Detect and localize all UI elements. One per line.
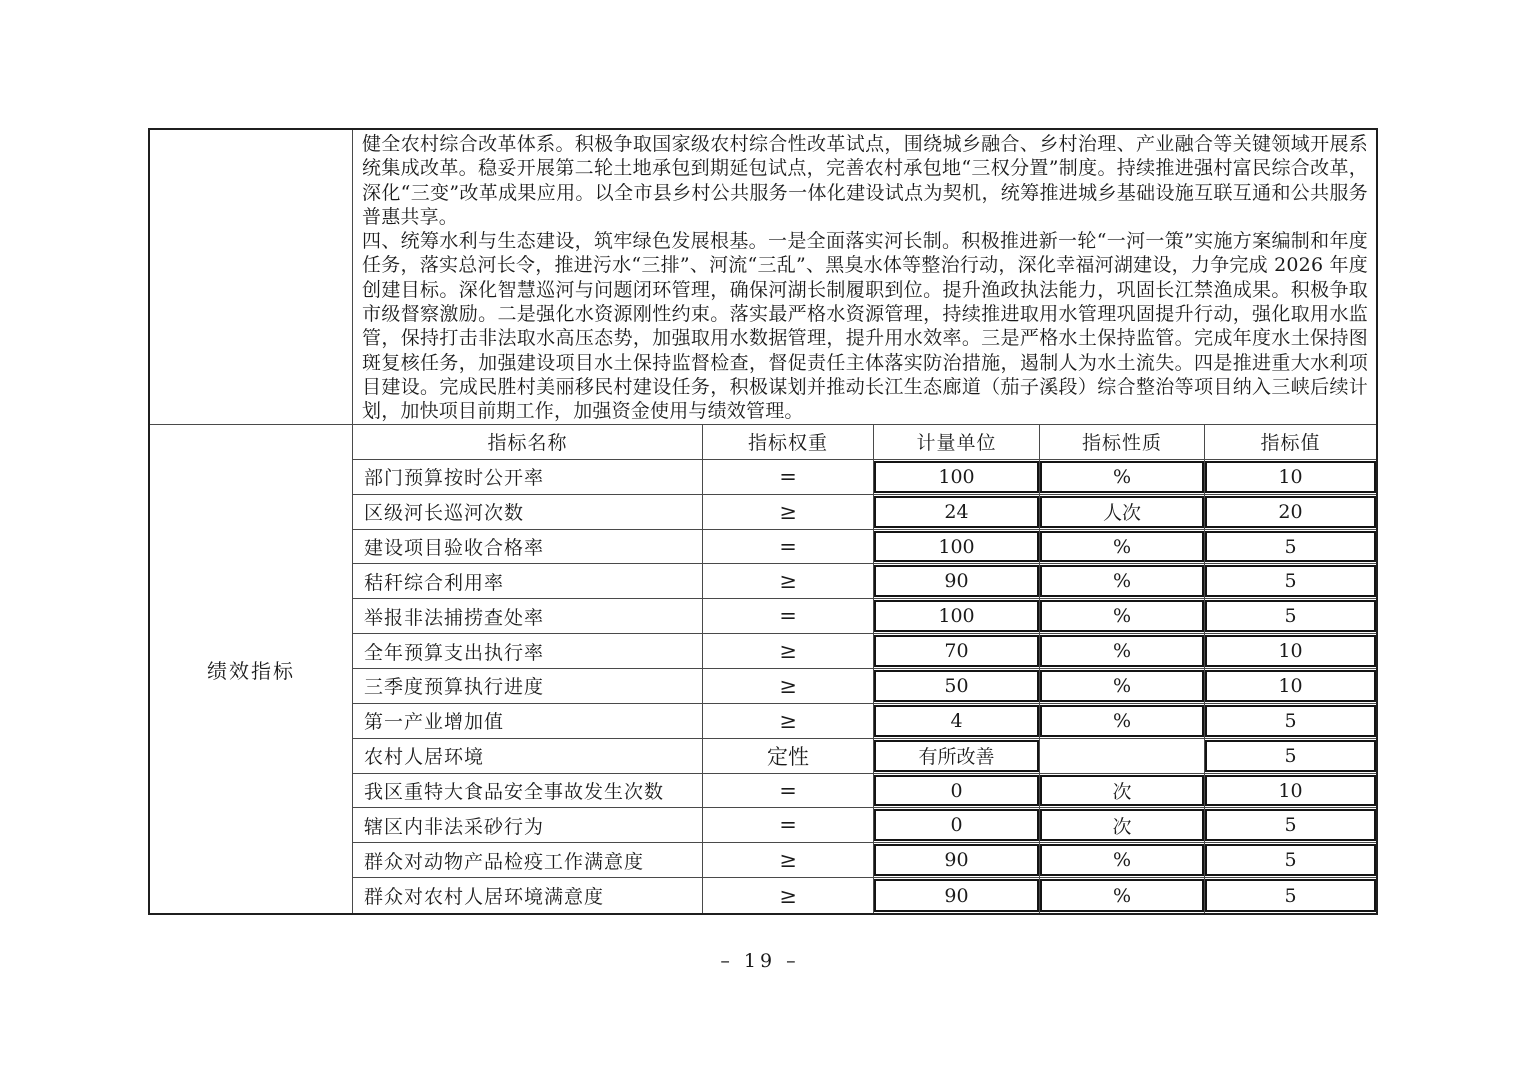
column-header-nature: 指标性质 bbox=[1040, 425, 1205, 460]
indicator-name-cell: 辖区内非法采砂行为 bbox=[353, 808, 703, 843]
indicator-weight-cell: ≥ bbox=[703, 878, 874, 913]
indicator-row bbox=[353, 599, 1376, 634]
indicator-weight-cell: 定性 bbox=[703, 739, 874, 774]
indicator-row bbox=[353, 774, 1376, 809]
indicator-name-cell: 农村人居环境 bbox=[353, 739, 703, 774]
indicator-row bbox=[353, 530, 1376, 565]
indicator-row bbox=[353, 739, 1376, 774]
indicator-unit-cell bbox=[874, 808, 1040, 843]
indicator-name-cell: 秸秆综合利用率 bbox=[353, 564, 703, 599]
indicator-value-value: 5 bbox=[1205, 705, 1376, 737]
indicator-unit-value: 90 bbox=[874, 879, 1039, 912]
indicator-value-value: 20 bbox=[1205, 496, 1376, 528]
indicator-row bbox=[353, 460, 1376, 495]
paragraph-rural-reform: 健全农村综合改革体系。积极争取国家级农村综合性改革试点，围绕城乡融合、乡村治理、产业融合等关键领域开展系统集成改革。稳妥开展第二轮土地承包到期延包试点，完善农村承包地“三权分置”制度。持续推进强村富民综合改革，深化“三变”改革成果应用。以全市县乡村公共服务一体化建设试点为契机，统筹推进城乡基础设施互联互通和公共服务普惠共享。 bbox=[362, 133, 1368, 228]
indicator-nature-value: % bbox=[1040, 844, 1204, 876]
indicator-nature-value: % bbox=[1040, 879, 1204, 912]
indicator-value-cell bbox=[1205, 843, 1376, 878]
indicator-value-value: 5 bbox=[1205, 565, 1376, 597]
indicator-value-cell bbox=[1205, 564, 1376, 599]
indicator-value-cell bbox=[1205, 704, 1376, 739]
indicator-value-value: 5 bbox=[1205, 600, 1376, 632]
indicator-weight-cell: ≥ bbox=[703, 564, 874, 599]
indicator-unit-cell bbox=[874, 564, 1040, 599]
indicator-name-cell: 建设项目验收合格率 bbox=[353, 530, 703, 565]
indicator-nature-cell bbox=[1040, 530, 1205, 565]
indicator-value-cell bbox=[1205, 669, 1376, 704]
indicator-value-value: 10 bbox=[1205, 670, 1376, 702]
indicator-nature-cell bbox=[1040, 808, 1205, 843]
indicator-unit-value: 90 bbox=[874, 844, 1039, 876]
indicator-weight-cell: = bbox=[703, 460, 874, 495]
indicator-nature-cell bbox=[1040, 495, 1205, 530]
work-description-row bbox=[150, 130, 1376, 425]
indicator-unit-cell bbox=[874, 460, 1040, 495]
indicator-unit-cell bbox=[874, 495, 1040, 530]
indicator-unit-value: 100 bbox=[874, 600, 1039, 632]
indicator-row bbox=[353, 634, 1376, 669]
indicator-nature-value: 次 bbox=[1040, 775, 1204, 807]
indicator-nature-value: % bbox=[1040, 670, 1204, 702]
left-column-empty-cell bbox=[150, 130, 353, 424]
indicator-weight-cell: = bbox=[703, 599, 874, 634]
indicator-nature-value: 人次 bbox=[1040, 496, 1204, 528]
indicator-name-cell: 我区重特大食品安全事故发生次数 bbox=[353, 774, 703, 809]
indicator-nature-cell bbox=[1040, 843, 1205, 878]
indicator-header-row bbox=[353, 425, 1376, 460]
indicator-unit-value: 100 bbox=[874, 531, 1039, 563]
indicator-nature-value: % bbox=[1040, 565, 1204, 597]
column-header-name: 指标名称 bbox=[353, 425, 703, 460]
indicator-nature-value: % bbox=[1040, 600, 1204, 632]
indicator-value-cell bbox=[1205, 808, 1376, 843]
indicator-nature-cell bbox=[1040, 704, 1205, 739]
indicator-nature-value: % bbox=[1040, 635, 1204, 667]
indicator-value-cell bbox=[1205, 634, 1376, 669]
indicator-name-cell: 群众对动物产品检疫工作满意度 bbox=[353, 843, 703, 878]
indicator-name-cell: 第一产业增加值 bbox=[353, 704, 703, 739]
indicator-unit-cell bbox=[874, 774, 1040, 809]
column-header-value: 指标值 bbox=[1205, 425, 1376, 460]
indicator-unit-cell bbox=[874, 739, 1040, 774]
indicator-nature-value: % bbox=[1040, 461, 1204, 493]
indicator-weight-cell: = bbox=[703, 774, 874, 809]
indicator-unit-cell bbox=[874, 704, 1040, 739]
performance-document-table bbox=[148, 128, 1378, 915]
row-group-label: 绩效指标 bbox=[150, 425, 353, 913]
indicator-weight-cell: ≥ bbox=[703, 634, 874, 669]
indicator-unit-cell bbox=[874, 843, 1040, 878]
indicator-name-cell: 区级河长巡河次数 bbox=[353, 495, 703, 530]
indicator-weight-cell: ≥ bbox=[703, 704, 874, 739]
indicator-row bbox=[353, 843, 1376, 878]
indicator-value-cell bbox=[1205, 460, 1376, 495]
indicator-nature-cell bbox=[1040, 774, 1205, 809]
indicator-row bbox=[353, 669, 1376, 704]
indicator-unit-cell bbox=[874, 878, 1040, 913]
indicator-name-cell: 群众对农村人居环境满意度 bbox=[353, 878, 703, 913]
indicator-row bbox=[353, 564, 1376, 599]
indicator-row bbox=[353, 808, 1376, 843]
indicator-nature-value: % bbox=[1040, 705, 1204, 737]
indicator-unit-cell bbox=[874, 599, 1040, 634]
indicator-unit-value: 4 bbox=[874, 705, 1039, 737]
indicator-name-cell: 举报非法捕捞查处率 bbox=[353, 599, 703, 634]
indicator-unit-value: 100 bbox=[874, 461, 1039, 493]
indicator-value-cell bbox=[1205, 495, 1376, 530]
indicator-value-value: 10 bbox=[1205, 775, 1376, 807]
column-header-weight: 指标权重 bbox=[703, 425, 874, 460]
indicator-value-value: 10 bbox=[1205, 461, 1376, 493]
indicator-nature-value: % bbox=[1040, 531, 1204, 563]
indicator-nature-value: 次 bbox=[1040, 809, 1204, 841]
indicator-name-cell: 三季度预算执行进度 bbox=[353, 669, 703, 704]
indicator-value-cell bbox=[1205, 878, 1376, 913]
indicator-weight-cell: = bbox=[703, 530, 874, 565]
indicator-weight-cell: ≥ bbox=[703, 843, 874, 878]
indicator-nature-cell bbox=[1040, 634, 1205, 669]
indicator-unit-cell bbox=[874, 634, 1040, 669]
indicator-unit-value: 0 bbox=[874, 775, 1039, 807]
indicator-value-value: 5 bbox=[1205, 740, 1376, 772]
indicator-unit-value: 24 bbox=[874, 496, 1039, 528]
indicator-nature-cell bbox=[1040, 878, 1205, 913]
indicator-weight-cell: ≥ bbox=[703, 495, 874, 530]
paragraph-water-ecology: 四、统筹水利与生态建设，筑牢绿色发展根基。一是全面落实河长制。积极推进新一轮“一河一策”实施方案编制和年度任务，落实总河长令，推进污水“三排”、河流“三乱”、黑臭水体等整治行动，深化幸福河湖建设，力争完成 2026 年度创建目标。深化智慧巡河与问题闭环管理，确保河湖长制履职到位。提升渔政执法能力，巩固长江禁渔成果。积极争取市级督察激励。二是强化水资源刚性约束。落实最严格水资源管理，持续推进取用水管理巩固提升行动，强化取用水监管，保持打击非法取水高压态势，加强取用水数据管理，提升用水效率。三是严格水土保持监管。完成年度水土保持图斑复核任务，加强建设项目水土保持监督检查，督促责任主体落实防治措施，遏制人为水土流失。四是推进重大水利项目建设。完成民胜村美丽移民村建设任务，积极谋划并推动长江生态廊道（茄子溪段）综合整治等项目纳入三峡后续计划，加快项目前期工作，加强资金使用与绩效管理。 bbox=[362, 230, 1368, 423]
indicator-value-cell bbox=[1205, 739, 1376, 774]
indicator-value-cell bbox=[1205, 774, 1376, 809]
indicator-value-value: 10 bbox=[1205, 635, 1376, 667]
indicator-table bbox=[353, 425, 1376, 913]
indicator-unit-value: 70 bbox=[874, 635, 1039, 667]
indicator-weight-cell: = bbox=[703, 808, 874, 843]
indicator-unit-value: 50 bbox=[874, 670, 1039, 702]
indicator-nature-value bbox=[1040, 740, 1204, 772]
indicator-nature-cell bbox=[1040, 599, 1205, 634]
indicator-value-value: 5 bbox=[1205, 531, 1376, 563]
indicator-row bbox=[353, 495, 1376, 530]
indicator-unit-value: 0 bbox=[874, 809, 1039, 841]
indicator-value-value: 5 bbox=[1205, 809, 1376, 841]
indicator-value-cell bbox=[1205, 530, 1376, 565]
indicator-nature-cell bbox=[1040, 739, 1205, 774]
indicator-unit-cell bbox=[874, 669, 1040, 704]
indicator-nature-cell bbox=[1040, 460, 1205, 495]
indicator-name-cell: 部门预算按时公开率 bbox=[353, 460, 703, 495]
indicator-nature-cell bbox=[1040, 669, 1205, 704]
indicator-section-row bbox=[150, 425, 1376, 913]
indicator-name-cell: 全年预算支出执行率 bbox=[353, 634, 703, 669]
indicator-value-value: 5 bbox=[1205, 879, 1376, 912]
indicator-unit-value: 有所改善 bbox=[874, 740, 1039, 772]
indicator-unit-value: 90 bbox=[874, 565, 1039, 597]
indicator-value-cell bbox=[1205, 599, 1376, 634]
indicator-unit-cell bbox=[874, 530, 1040, 565]
work-description-cell bbox=[353, 130, 1376, 424]
indicator-row bbox=[353, 704, 1376, 739]
column-header-unit: 计量单位 bbox=[874, 425, 1040, 460]
indicator-value-value: 5 bbox=[1205, 844, 1376, 876]
indicator-nature-cell bbox=[1040, 564, 1205, 599]
page-number: – 19 – bbox=[720, 950, 800, 972]
indicator-row bbox=[353, 878, 1376, 913]
indicator-weight-cell: ≥ bbox=[703, 669, 874, 704]
